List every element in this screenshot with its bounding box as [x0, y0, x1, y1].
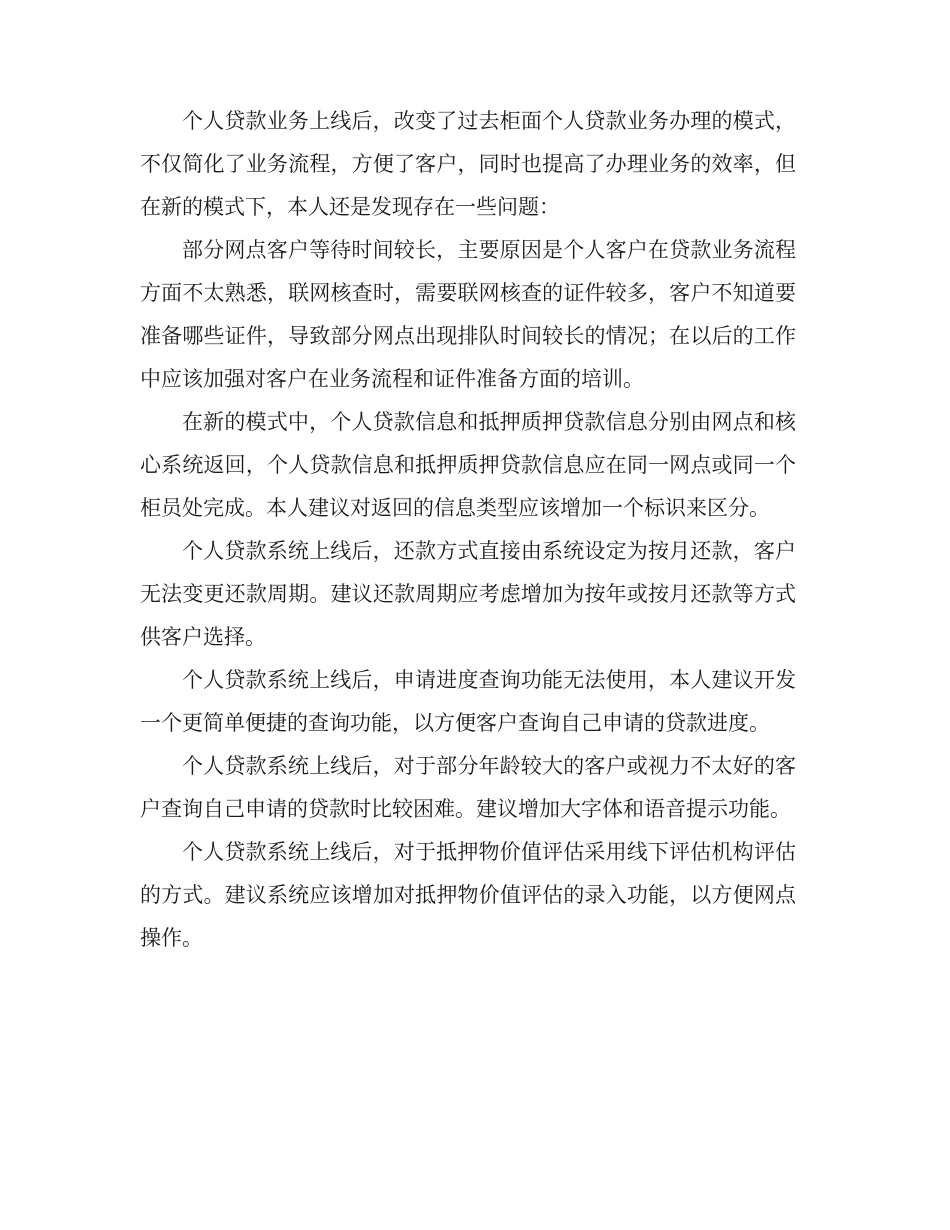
paragraph-progress-query: 个人贷款系统上线后，申请进度查询功能无法使用，本人建议开发一个更简单便捷的查询功能，以方便客户查询自己申请的贷款进度。 — [140, 668, 796, 735]
paragraph-collateral: 个人贷款系统上线后，对于抵押物价值评估采用线下评估机构评估的方式。建议系统应该增加对抵押物价值评估的录入功能，以方便网点操作。 — [140, 840, 796, 950]
paragraph-accessibility: 个人贷款系统上线后，对于部分年龄较大的客户或视力不太好的客户查询自己申请的贷款时比较困难。建议增加大字体和语音提示功能。 — [140, 754, 796, 821]
paragraph-info-return: 在新的模式中，个人贷款信息和抵押质押贷款信息分别由网点和核心系统返回，个人贷款信息和抵押质押贷款信息应在同一网点或同一个柜员处完成。本人建议对返回的信息类型应该增加一个标识来区分。 — [140, 410, 796, 520]
document-page — [140, 100, 796, 960]
paragraph-repayment: 个人贷款系统上线后，还款方式直接由系统设定为按月还款，客户无法变更还款周期。建议还款周期应考虑增加为按年或按月还款等方式供客户选择。 — [140, 539, 796, 649]
paragraph-waiting-time: 部分网点客户等待时间较长，主要原因是个人客户在贷款业务流程方面不太熟悉，联网核查时，需要联网核查的证件较多，客户不知道要准备哪些证件，导致部分网点出现排队时间较长的情况；在以后的工作中应该加强对客户在业务流程和证件准备方面的培训。 — [140, 238, 796, 391]
paragraph-intro: 个人贷款业务上线后，改变了过去柜面个人贷款业务办理的模式，不仅简化了业务流程，方便了客户，同时也提高了办理业务的效率，但在新的模式下，本人还是发现存在一些问题： — [140, 109, 796, 219]
